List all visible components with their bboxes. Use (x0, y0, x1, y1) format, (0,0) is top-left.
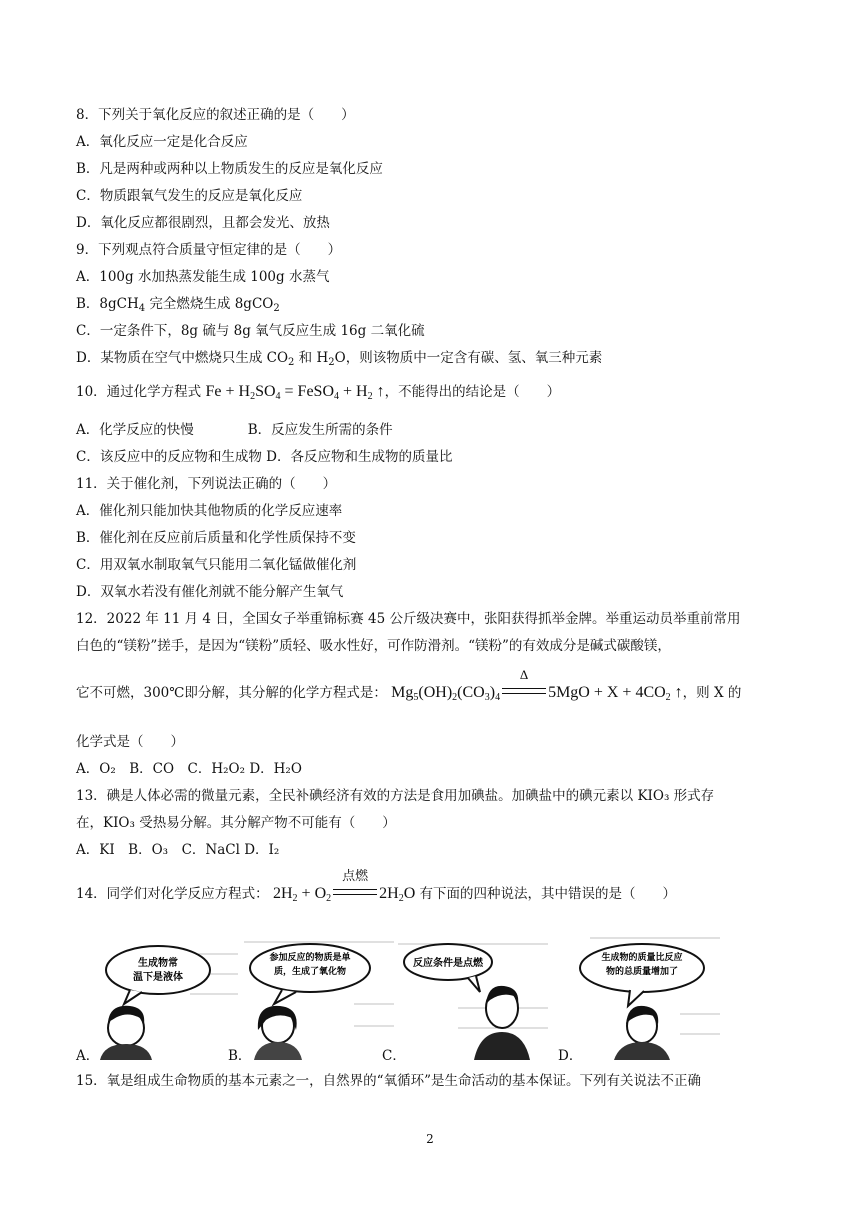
q12-equation: $Mg_5(OH)_2(CO_3)_4$ Δ $5MgO + X + 4CO_2$ ↑ (391, 667, 683, 703)
q13-line2: 在，KIO₃ 受热易分解。其分解产物不可能有（ ） (76, 815, 396, 831)
q11-option-c: C．用双氧水制取氧气只能用二氧化锰做催化剂 (76, 557, 357, 573)
q12-line1: 12．2022 年 11 月 4 日，全国女子举重锦标赛 45 公斤级决赛中，张阳获得抓举金牌。举重运动员举重前常用 (76, 611, 741, 627)
q10-options-ab: A．化学反应的快慢 B．反应发生所需的条件 (76, 422, 393, 438)
svg-text:生成物常: 生成物常 (138, 958, 178, 969)
q9-option-b: B．8gCH$_4$ 完全燃烧生成 8gCO$_2$ (76, 296, 280, 314)
cartoon-a (90, 934, 240, 1060)
q11-option-b: B．催化剂在反应前后质量和化学性质保持不变 (76, 530, 356, 546)
q10-options-cd: C．该反应中的反应物和生成物 D．各反应物和生成物的质量比 (76, 449, 453, 465)
q14-label-d: D． (558, 1048, 583, 1064)
q15-line1: 15．氧是组成生命物质的基本元素之一，自然界的“氧循环”是生命活动的基本保证。下列有关说法不正确 (76, 1073, 701, 1089)
svg-text:温下是液体: 温下是液体 (133, 972, 183, 983)
q12-line2: 白色的“镁粉”搓手，是因为“镁粉”质轻、吸水性好，可作防滑剂。“镁粉”的有效成分是碱式碳酸镁， (76, 638, 671, 654)
q14-equation: $2H_2 + O_2$ 点燃 $2H_2O$ (272, 868, 416, 904)
q9-option-a: A．100g 水加热蒸发能生成 100g 水蒸气 (76, 269, 330, 285)
q8-option-a: A．氧化反应一定是化合反应 (76, 134, 248, 150)
q12-options: A．O₂ B．CO C．H₂O₂ D．H₂O (76, 761, 302, 777)
q10-stem: 10．通过化学方程式 $Fe + H_2SO_4$ = FeSO$_4$ + $H_2$ ↑，不能得出的结论是（ ） (76, 383, 561, 402)
q14-label-a: A． (76, 1048, 100, 1064)
q11-stem: 11．关于催化剂，下列说法正确的（ ） (76, 476, 337, 492)
q13-line1: 13．碘是人体必需的微量元素，全民补碘经济有效的方法是食用加碘盐。加碘盐中的碘元素以 KIO₃ 形式存 (76, 788, 715, 804)
cartoon-b (244, 934, 394, 1060)
svg-text:质，生成了氧化物: 质，生成了氧化物 (273, 967, 347, 977)
q10-equation: $Fe + H_2SO_4$ = FeSO$_4$ + $H_2$ ↑ (205, 383, 385, 402)
svg-text:物的总质量增加了: 物的总质量增加了 (605, 967, 679, 977)
q14-label-b: B． (228, 1048, 252, 1064)
q9-option-c: C．一定条件下，8g 硫与 8g 氧气反应生成 16g 二氧化硫 (76, 323, 425, 339)
page-number: 2 (426, 1132, 434, 1146)
q11-option-a: A．催化剂只能加快其他物质的化学反应速率 (76, 503, 343, 519)
cartoon-c (398, 934, 548, 1060)
q8-option-c: C．物质跟氧气发生的反应是氧化反应 (76, 188, 303, 204)
q14-label-c: C． (382, 1048, 406, 1064)
q8-stem: 8．下列关于氧化反应的叙述正确的是（ ） (76, 107, 355, 123)
q12-line3: 它不可燃，300℃即分解，其分解的化学方程式是： $Mg_5(OH)_2(CO_3)_4$ Δ $5MgO + X + 4CO_2$ ↑，则 X 的 (76, 667, 742, 703)
q8-option-d: D．氧化反应都很剧烈，且都会发光、放热 (76, 215, 330, 231)
q12-line4: 化学式是（ ） (76, 734, 184, 750)
svg-text:反应条件是点燃: 反应条件是点燃 (413, 958, 483, 969)
q11-option-d: D．双氧水若没有催化剂就不能分解产生氧气 (76, 584, 344, 600)
q14-stem: 14．同学们对化学反应方程式： $2H_2 + O_2$ 点燃 $2H_2O$ 有下面的四种说法，其中错误的是（ ） (76, 868, 677, 904)
q9-stem: 9．下列观点符合质量守恒定律的是（ ） (76, 242, 342, 258)
q8-option-b: B．凡是两种或两种以上物质发生的反应是氧化反应 (76, 161, 383, 177)
cartoon-d (570, 934, 720, 1060)
svg-text:参加反应的物质是单: 参加反应的物质是单 (269, 953, 351, 963)
q13-options: A．KI B．O₃ C．NaCl D．I₂ (76, 842, 280, 858)
q9-option-d: D．某物质在空气中燃烧只生成 $CO_2$ 和 $H_2O$，则该物质中一定含有碳、氢、氧三种元素 (76, 350, 603, 368)
svg-text:生成物的质量比反应: 生成物的质量比反应 (601, 953, 683, 963)
